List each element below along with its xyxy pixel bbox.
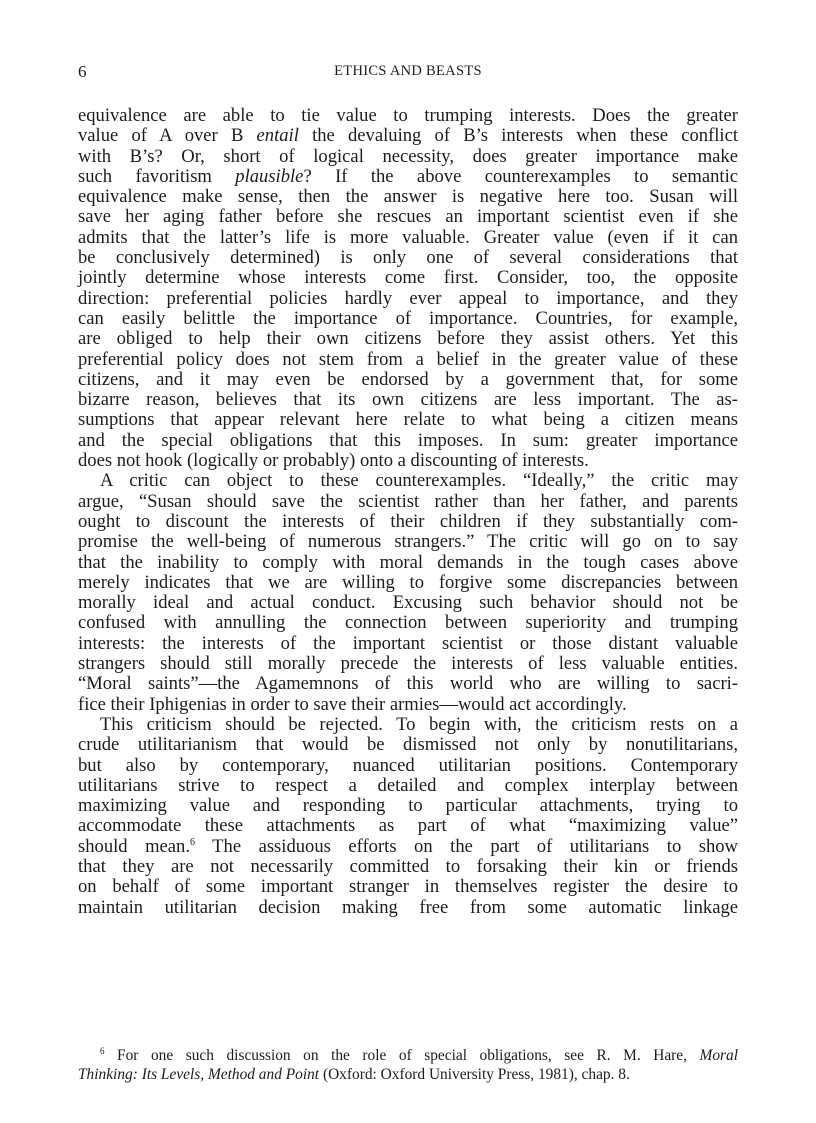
line-text: does not hook (logically or probably) onto a discounting of interests. xyxy=(78,450,589,472)
line-text: utilitarians strive to respect a detailed and complex interplay between xyxy=(78,774,738,796)
line-text: such favoritism xyxy=(78,165,236,187)
body-line xyxy=(78,289,738,309)
footnote-text: For one such discussion on the role of special obligations, see R. M. Hare, xyxy=(117,1047,700,1064)
body-line xyxy=(78,167,738,187)
body-line xyxy=(78,756,738,776)
body-line xyxy=(78,350,738,370)
body-line xyxy=(78,634,738,654)
body-line xyxy=(78,147,738,167)
body-line xyxy=(78,573,738,593)
line-text: maximizing value and responding to particular attachments, trying to xyxy=(78,795,738,817)
body-line xyxy=(78,309,738,329)
footnote-title-italic: Moral xyxy=(699,1047,738,1064)
line-text: save her aging father before she rescues an important scientist even if she xyxy=(78,206,738,228)
footnote-marker: 6 xyxy=(100,1046,105,1056)
page-number: 6 xyxy=(78,62,87,81)
line-text: confused with annulling the connection between superiority and trumping xyxy=(78,612,738,634)
line-text: interests: the interests of the important scientist or those distant valuable xyxy=(78,632,738,654)
body-line xyxy=(78,451,738,471)
line-text: direction: preferential policies hardly ever appeal to importance, and they xyxy=(78,287,738,309)
running-title: ETHICS AND BEASTS xyxy=(334,63,482,79)
footnote-6-line-2 xyxy=(78,1065,738,1084)
body-line xyxy=(78,228,738,248)
footnote-title-italic: Thinking: Its Levels, Method and Point xyxy=(78,1066,320,1083)
line-text: promise the well-being of numerous strangers.” The critic will go on to say xyxy=(78,531,738,553)
body-line xyxy=(78,553,738,573)
footnote-text: (Oxford: Oxford University Press, 1981), chap. 8. xyxy=(319,1066,630,1083)
line-text: value of A over B xyxy=(78,125,257,147)
line-text: fice their Iphigenias in order to save their armies—would act accordingly. xyxy=(78,693,627,715)
body-line xyxy=(78,796,738,816)
line-text: and the special obligations that this imposes. In sum: greater importance xyxy=(78,429,738,451)
line-text: but also by contemporary, nuanced utilitarian positions. Contemporary xyxy=(78,754,738,776)
body-line xyxy=(78,471,738,491)
footnote-reference[interactable]: 6 xyxy=(190,836,195,848)
line-text: preferential policy does not stem from a belief in the greater value of these xyxy=(78,348,738,370)
line-text: morally ideal and actual conduct. Excusing such behavior should not be xyxy=(78,592,738,614)
line-text: be conclusively determined) is only one of several considerations that xyxy=(78,247,738,269)
line-text: argue, “Susan should save the scientist rather than her father, and parents xyxy=(78,490,738,512)
line-text: maintain utilitarian decision making free from some automatic linkage xyxy=(78,896,738,918)
line-text: equivalence are able to tie value to trumping interests. Does the greater xyxy=(78,105,738,126)
body-line xyxy=(78,898,738,918)
body-line xyxy=(78,654,738,674)
body-line xyxy=(78,370,738,390)
body-text xyxy=(78,106,738,918)
line-text: the devaluing of B’s interests when these conflict xyxy=(298,125,739,147)
line-text: on behalf of some important stranger in themselves register the desire to xyxy=(78,876,738,898)
footnotes xyxy=(78,1046,738,1084)
line-text: should mean. xyxy=(78,835,190,857)
running-head xyxy=(78,62,738,86)
line-text: accommodate these attachments as part of what “maximizing value” xyxy=(78,815,738,837)
line-text: strangers should still morally precede the interests of less valuable entities. xyxy=(78,653,738,675)
line-text: “Moral saints”—the Agamemnons of this world who are willing to sacri- xyxy=(78,673,738,695)
line-text: equivalence make sense, then the answer is negative here too. Susan will xyxy=(78,186,738,208)
body-line xyxy=(78,207,738,227)
line-text: crude utilitarianism that would be dismissed not only by nonutilitarians, xyxy=(78,734,738,756)
line-text: ought to discount the interests of their children if they substantially com- xyxy=(78,510,738,532)
body-line xyxy=(78,268,738,288)
body-line xyxy=(78,410,738,430)
emphasis-text: entail xyxy=(256,125,299,147)
body-line xyxy=(78,837,738,857)
emphasis-text: plausible xyxy=(235,165,304,187)
body-line xyxy=(78,512,738,532)
line-text: that they are not necessarily committed to forsaking their kin or friends xyxy=(78,855,738,877)
line-text: are obliged to help their own citizens before they assist others. Yet this xyxy=(78,328,738,350)
body-line xyxy=(78,816,738,836)
line-text: merely indicates that we are willing to forgive some discrepancies between xyxy=(78,571,738,593)
body-line xyxy=(78,329,738,349)
body-line xyxy=(78,248,738,268)
line-text: The assiduous efforts on the part of utilitarians to show xyxy=(195,835,738,857)
line-text: sumptions that appear relevant here relate to what being a citizen means xyxy=(78,409,738,431)
line-text: A critic can object to these counterexamples. “Ideally,” the critic may xyxy=(100,470,738,492)
body-line xyxy=(78,126,738,146)
line-text: with B’s? Or, short of logical necessity, does greater importance make xyxy=(78,145,738,167)
body-line xyxy=(78,390,738,410)
body-line xyxy=(78,187,738,207)
line-text: citizens, and it may even be endorsed by a government that, for some xyxy=(78,368,738,390)
body-line xyxy=(78,106,738,126)
body-line xyxy=(78,492,738,512)
body-line xyxy=(78,431,738,451)
body-line xyxy=(78,532,738,552)
line-text: admits that the latter’s life is more valuable. Greater value (even if it can xyxy=(78,226,738,248)
body-line xyxy=(78,593,738,613)
body-line xyxy=(78,735,738,755)
body-line xyxy=(78,857,738,877)
body-line xyxy=(78,613,738,633)
line-text: that the inability to comply with moral demands in the tough cases above xyxy=(78,551,738,573)
line-text: bizarre reason, believes that its own citizens are less important. The as- xyxy=(78,389,738,411)
line-text: can easily belittle the importance of importance. Countries, for example, xyxy=(78,307,738,329)
body-line xyxy=(78,877,738,897)
body-line xyxy=(78,695,738,715)
line-text: This criticism should be rejected. To begin with, the criticism rests on a xyxy=(100,713,738,735)
line-text: ? If the above counterexamples to semantic xyxy=(303,165,738,187)
body-line xyxy=(78,776,738,796)
body-line xyxy=(78,674,738,694)
page xyxy=(78,62,738,918)
line-text: jointly determine whose interests come first. Consider, too, the opposite xyxy=(78,267,738,289)
body-line xyxy=(78,715,738,735)
footnote-6-line-1 xyxy=(78,1046,738,1065)
